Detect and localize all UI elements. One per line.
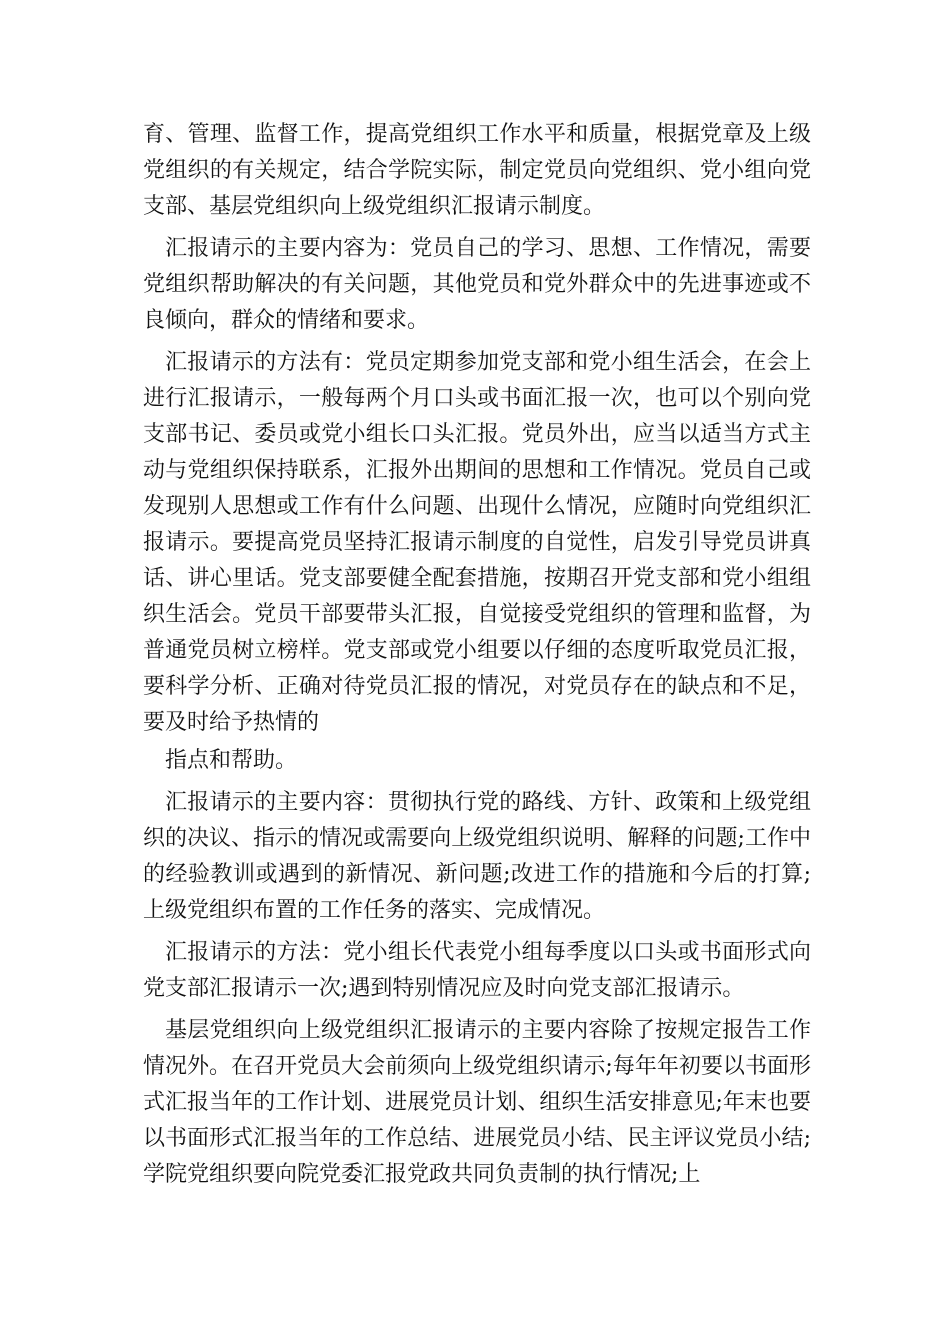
paragraph-member-report-content: 汇报请示的主要内容为：党员自己的学习、思想、工作情况，需要党组织帮助解决的有关问题，其他党员和党外群众中的先进事迹或不良倾向，群众的情绪和要求。 bbox=[143, 236, 811, 333]
paragraph-group-report-method: 汇报请示的方法：党小组长代表党小组每季度以口头或书面形式向党支部汇报请示一次;遇到特别情况应及时向党支部汇报请示。 bbox=[143, 940, 811, 1001]
paragraph-grassroots-report-content: 基层党组织向上级党组织汇报请示的主要内容除了按规定报告工作情况外。在召开党员大会前须向上级党组织请示;每年年初要以书面形式汇报当年的工作计划、进展党员计划、组织生活安排意见;年末也要以书面形式汇报当年的工作总结、进展党员小结、民主评议党员小结;学院党组织要向院党委汇报党政共同负责制的执行情况;上 bbox=[143, 1018, 811, 1187]
paragraph-guidance: 指点和帮助。 bbox=[165, 748, 298, 773]
document-body bbox=[143, 117, 811, 1199]
paragraph-group-report-content: 汇报请示的主要内容：贯彻执行党的路线、方针、政策和上级党组织的决议、指示的情况或需要向上级党组织说明、解释的问题;工作中的经验教训或遇到的新情况、新问题;改进工作的措施和今后的打算;上级党组织布置的工作任务的落实、完成情况。 bbox=[143, 790, 811, 923]
paragraph-continuation: 育、管理、监督工作，提高党组织工作水平和质量，根据党章及上级党组织的有关规定，结合学院实际，制定党员向党组织、党小组向党支部、基层党组织向上级党组织汇报请示制度。 bbox=[143, 122, 811, 219]
paragraph-member-report-method: 汇报请示的方法有：党员定期参加党支部和党小组生活会，在会上进行汇报请示，一般每两个月口头或书面汇报一次，也可以个别向党支部书记、委员或党小组长口头汇报。党员外出，应当以适当方式主动与党组织保持联系，汇报外出期间的思想和工作情况。党员自己或发现别人思想或工作有什么问题、出现什么情况，应随时向党组织汇报请示。要提高党员坚持汇报请示制度的自觉性，启发引导党员讲真话、讲心里话。党支部要健全配套措施，按期召开党支部和党小组组织生活会。党员干部要带头汇报，自觉接受党组织的管理和监督，为普通党员树立榜样。党支部或党小组要以仔细的态度听取党员汇报，要科学分析、正确对待党员汇报的情况，对党员存在的缺点和不足，要及时给予热情的 bbox=[143, 350, 811, 735]
